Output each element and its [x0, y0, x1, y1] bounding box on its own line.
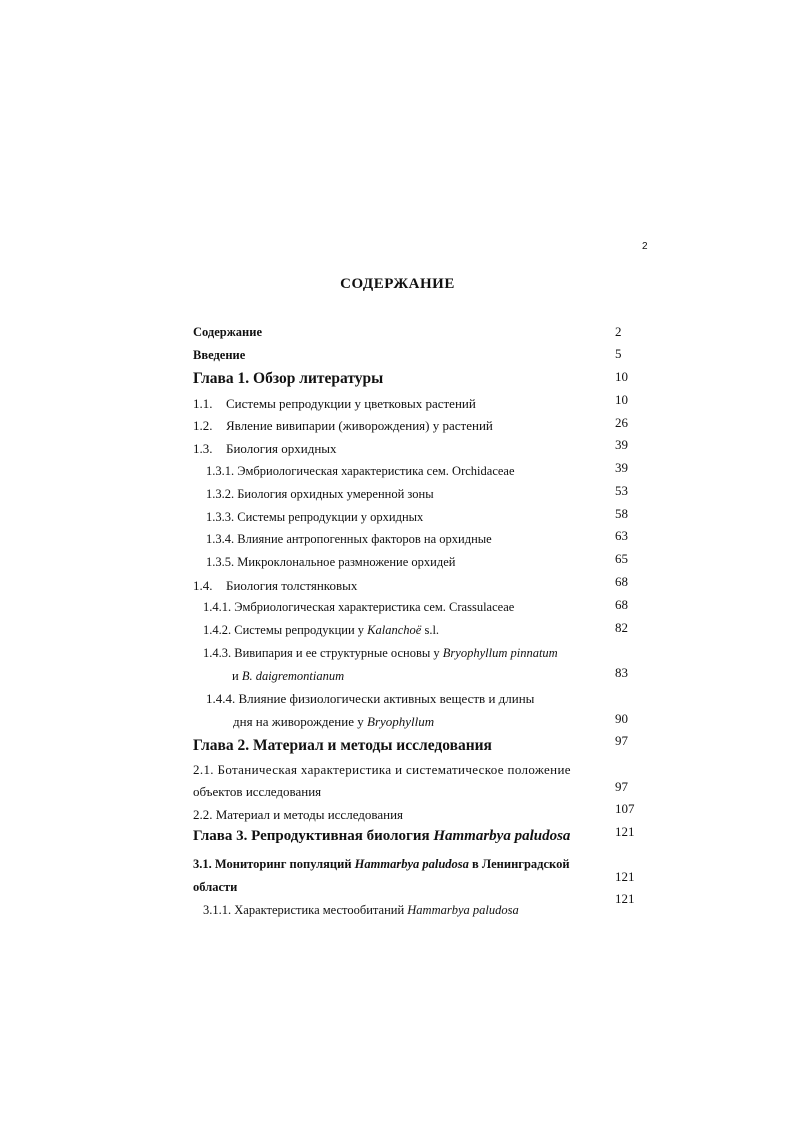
toc-page: 97 [615, 779, 628, 794]
page-title: СОДЕРЖАНИЕ [340, 276, 455, 292]
toc-page: 121 [615, 869, 635, 884]
toc-taxon: Kalanchoë [367, 623, 422, 637]
toc-page: 39 [615, 460, 628, 475]
toc-page: 107 [615, 801, 635, 816]
toc-text: 3.1.1. Характеристика местообитаний [203, 903, 408, 917]
toc-section-number: 1.2. [193, 418, 213, 433]
toc-page: 97 [615, 733, 628, 748]
toc-section-continued: объектов исследования [193, 784, 322, 799]
toc-taxon: B. daigremontianum [241, 669, 345, 683]
toc-taxon: Bryophyllum [367, 714, 435, 729]
toc-page: 5 [615, 346, 622, 361]
toc-text: 1.4.3. Вивипария и ее структурные основы у [203, 646, 443, 660]
toc-section: 2.1. Ботаническая характеристика и систематическое положение [193, 762, 571, 777]
toc-page: 82 [615, 620, 628, 635]
toc-section: Системы репродукции у цветковых растений [226, 396, 476, 411]
toc-chapter-1: Глава 1. Обзор литературы [193, 370, 384, 387]
toc-section-continued: области [193, 880, 238, 894]
toc-section-number: 1.4. [193, 578, 213, 593]
toc-page: 68 [615, 597, 628, 612]
toc-page: 121 [615, 891, 635, 906]
toc-text: и [232, 669, 242, 683]
toc-page: 10 [615, 369, 628, 384]
toc-text: 1.4.2. Системы репродукции у [203, 623, 368, 637]
toc-subsection [203, 646, 558, 661]
toc-page: 26 [615, 415, 628, 430]
toc-section: Биология толстянковых [226, 578, 358, 593]
toc-subsection [203, 623, 439, 638]
toc-subsection: 1.3.4. Влияние антропогенных факторов на орхидные [206, 532, 492, 546]
toc-entry-contents: Содержание [193, 325, 263, 339]
toc-subsection-continued [233, 714, 434, 730]
toc-subsection: 1.3.5. Микроклональное размножение орхидей [206, 555, 456, 569]
toc-chapter-2: Глава 2. Материал и методы исследования [193, 737, 492, 754]
toc-section: Биология орхидных [226, 441, 337, 456]
toc-entry-introduction: Введение [193, 348, 246, 362]
toc-page: 65 [615, 551, 628, 566]
toc-text: Глава 3. Репродуктивная биология [193, 828, 434, 844]
toc-taxon: Hammarbya paludosa [354, 857, 469, 871]
toc-section: Явление вивипарии (живорождения) у растений [226, 418, 493, 433]
toc-section [193, 857, 570, 872]
toc-taxon: Hammarbya paludosa [433, 828, 571, 844]
toc-subsection: 1.3.1. Эмбриологическая характеристика сем. Orchidaceae [206, 464, 515, 478]
toc-text: дня на живорождение у [233, 714, 367, 729]
toc-subsection-continued [232, 669, 344, 684]
toc-text: в Ленинградской [468, 857, 570, 871]
page-number: 2 [642, 241, 648, 252]
toc-subsection: 1.4.1. Эмбриологическая характеристика сем. Crassulaceae [203, 600, 515, 614]
toc-taxon: Bryophyllum pinnatum [442, 646, 558, 660]
toc-taxon: Hammarbya paludosa [407, 903, 519, 917]
toc-page: 2 [615, 324, 622, 339]
toc-subsection: 1.3.2. Биология орхидных умеренной зоны [206, 487, 434, 501]
toc-text: 3.1. Мониторинг популяций [193, 857, 355, 871]
toc-page: 39 [615, 437, 628, 452]
toc-subsection: 1.3.3. Системы репродукции у орхидных [206, 510, 424, 524]
toc-subsection [203, 903, 519, 918]
toc-text: s.l. [421, 623, 440, 637]
toc-page: 90 [615, 711, 628, 726]
toc-chapter-3 [193, 828, 570, 845]
toc-page: 53 [615, 483, 628, 498]
toc-subsection: 1.4.4. Влияние физиологически активных веществ и длины [206, 691, 535, 706]
toc-section: 2.2. Материал и методы исследования [193, 807, 404, 822]
toc-page: 83 [615, 665, 628, 680]
toc-page: 58 [615, 506, 628, 521]
toc-section-number: 1.3. [193, 441, 213, 456]
toc-page: 68 [615, 574, 628, 589]
toc-section-number: 1.1. [193, 396, 213, 411]
toc-page: 10 [615, 392, 628, 407]
toc-page: 63 [615, 528, 628, 543]
toc-page: 121 [615, 824, 635, 839]
